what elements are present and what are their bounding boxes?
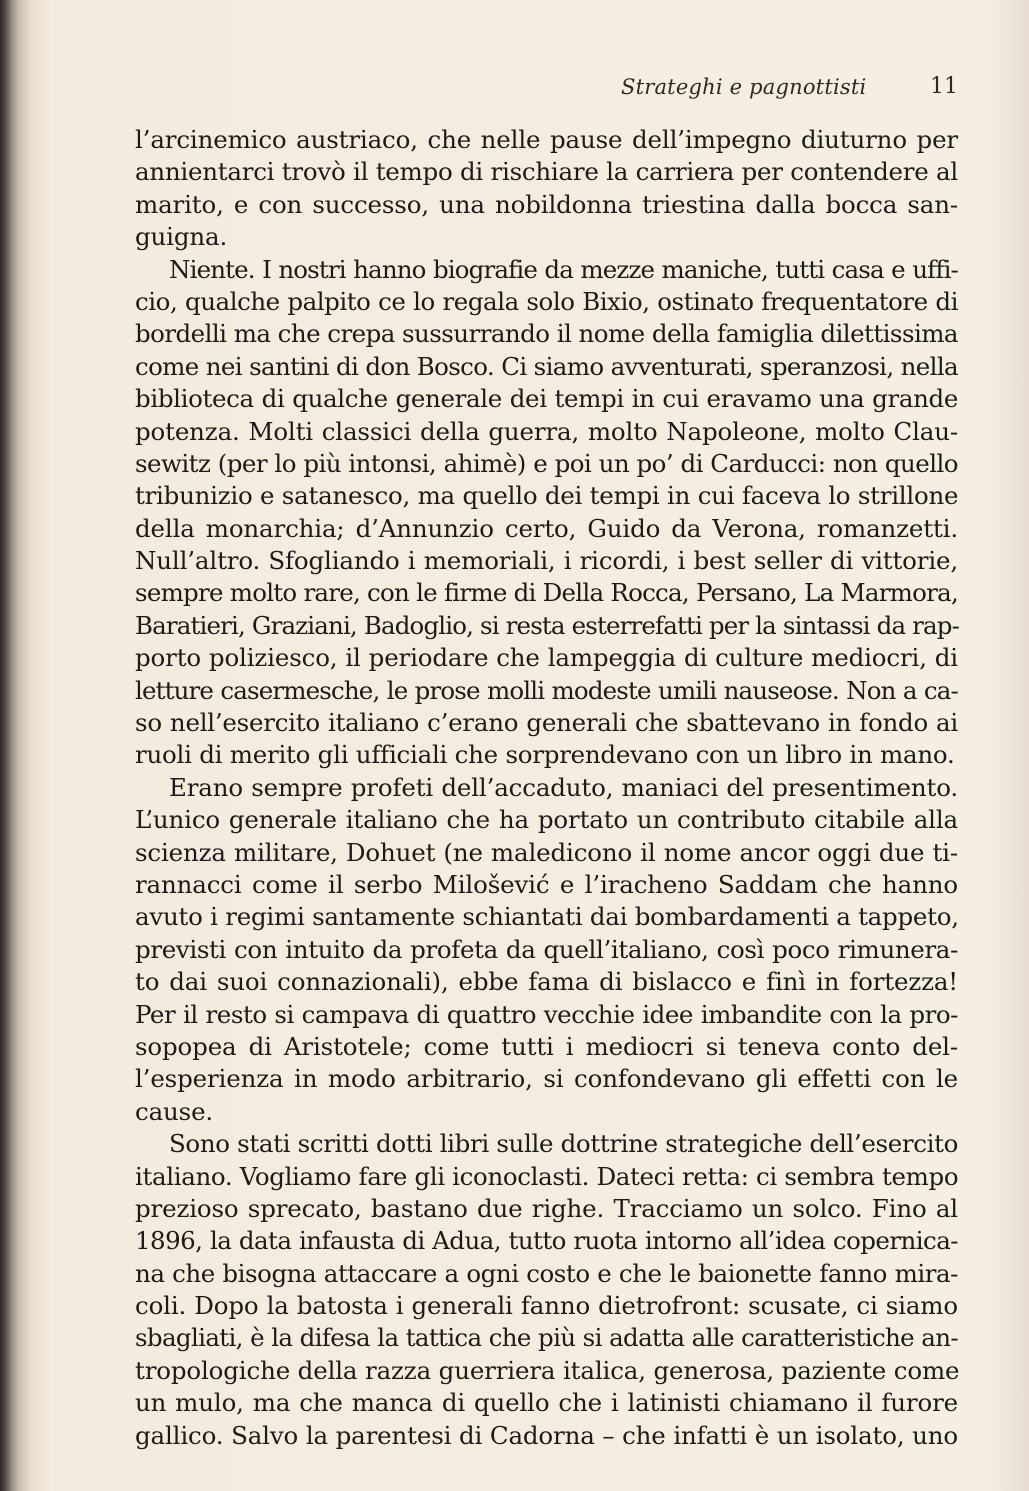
- text-line: previsti con intuito da profeta da quell’italiano, così poco rimunera-: [135, 934, 958, 964]
- text-line: cio, qualche palpito ce lo regala solo Bixio, ostinato frequentatore di: [135, 286, 958, 316]
- text-line: Per il resto si campava di quattro vecchie idee imbandite con la pro-: [135, 999, 958, 1029]
- text-line: Baratieri, Graziani, Badoglio, si resta esterrefatti per la sintassi da rap-: [135, 610, 960, 640]
- text-line: marito, e con successo, una nobildonna triestina dalla bocca san-: [135, 189, 958, 219]
- text-line: rannacci come il serbo Milošević e l’iracheno Saddam che hanno: [135, 869, 958, 899]
- text-line: cause.: [135, 1096, 214, 1126]
- text-line: italiano. Vogliamo fare gli iconoclasti. Dateci retta: ci sembra tempo: [135, 1161, 959, 1191]
- text-line: porto poliziesco, il periodare che lampeggia di culture mediocri, di: [135, 643, 958, 673]
- text-line: potenza. Molti classici della guerra, molto Napoleone, molto Clau-: [135, 416, 958, 446]
- running-title: Strateghi e pagnottisti: [621, 75, 867, 99]
- body-text: [135, 124, 958, 1452]
- text-line: sewitz (per lo più intonsi, ahimè) e poi un po’ di Carducci: non quello: [135, 448, 958, 478]
- text-line: Niente. I nostri hanno biografie da mezze maniche, tutti casa e uffi-: [169, 254, 958, 284]
- text-line: avuto i regimi santamente schiantati dai bombardamenti a tappeto,: [135, 902, 959, 932]
- text-line: l’esperienza in modo arbitrario, si confondevano gli effetti con le: [135, 1064, 958, 1094]
- page-number: 11: [930, 74, 958, 99]
- text-line: na che bisogna attaccare a ogni costo e che le baionette fanno mira-: [135, 1258, 958, 1288]
- text-line: so nell’esercito italiano c’erano generali che sbattevano in fondo ai: [135, 708, 958, 738]
- text-line: L’unico generale italiano che ha portato un contributo citabile alla: [135, 805, 958, 835]
- text-line: l’arcinemico austriaco, che nelle pause dell’impegno diuturno per: [135, 125, 958, 154]
- text-line: scienza militare, Dohuet (ne maledicono il nome ancor oggi due ti-: [135, 837, 958, 867]
- text-line: Erano sempre profeti dell’accaduto, maniaci del presentimento.: [169, 772, 958, 802]
- text-line: to dai suoi connazionali), ebbe fama di bislacco e finì in fortezza!: [135, 967, 958, 997]
- text-line: Null’altro. Sfogliando i memoriali, i ricordi, i best seller di vittorie,: [135, 546, 958, 576]
- text-line: letture casermesche, le prose molli modeste umili nauseose. Non a ca-: [135, 675, 958, 705]
- text-line: gallico. Salvo la parentesi di Cadorna – che infatti è un isolato, uno: [135, 1420, 958, 1450]
- text-line: della monarchia; d’Annunzio certo, Guido da Verona, romanzetti.: [135, 513, 958, 543]
- text-line: un mulo, ma che manca di quello che i latinisti chiamano il furore: [135, 1388, 958, 1418]
- text-line: prezioso sprecato, bastano due righe. Tracciamo un solco. Fino al: [135, 1193, 958, 1223]
- text-line: coli. Dopo la batosta i generali fanno dietrofront: scusate, ci siamo: [135, 1291, 958, 1321]
- running-header: [560, 70, 958, 104]
- text-line: sbagliati, è la difesa la tattica che più si adatta alle caratteristiche an-: [135, 1323, 958, 1353]
- text-line: Sono stati scritti dotti libri sulle dottrine strategiche dell’esercito: [169, 1129, 958, 1159]
- text-line: sopopea di Aristotele; come tutti i mediocri si teneva conto del-: [135, 1031, 958, 1061]
- text-line: bordelli ma che crepa sussurrando il nome della famiglia dilettissima: [135, 319, 958, 349]
- text-line: 1896, la data infausta di Adua, tutto ruota intorno all’idea copernica-: [135, 1226, 958, 1256]
- text-line: biblioteca di qualche generale dei tempi in cui eravamo una grande: [135, 384, 958, 414]
- text-line: guigna.: [135, 222, 228, 252]
- text-line: ruoli di merito gli ufficiali che sorprendevano con un libro in mano.: [135, 740, 955, 770]
- text-line: tribunizio e satanesco, ma quello dei tempi in cui faceva lo strillone: [135, 481, 959, 511]
- text-line: annientarci trovò il tempo di rischiare la carriera per contendere al: [135, 157, 958, 187]
- text-line: come nei santini di don Bosco. Ci siamo avventurati, speranzosi, nella: [135, 351, 958, 381]
- text-line: tropologiche della razza guerriera italica, generosa, paziente come: [135, 1355, 960, 1385]
- text-line: sempre molto rare, con le firme di Della Rocca, Persano, La Marmora,: [135, 578, 958, 608]
